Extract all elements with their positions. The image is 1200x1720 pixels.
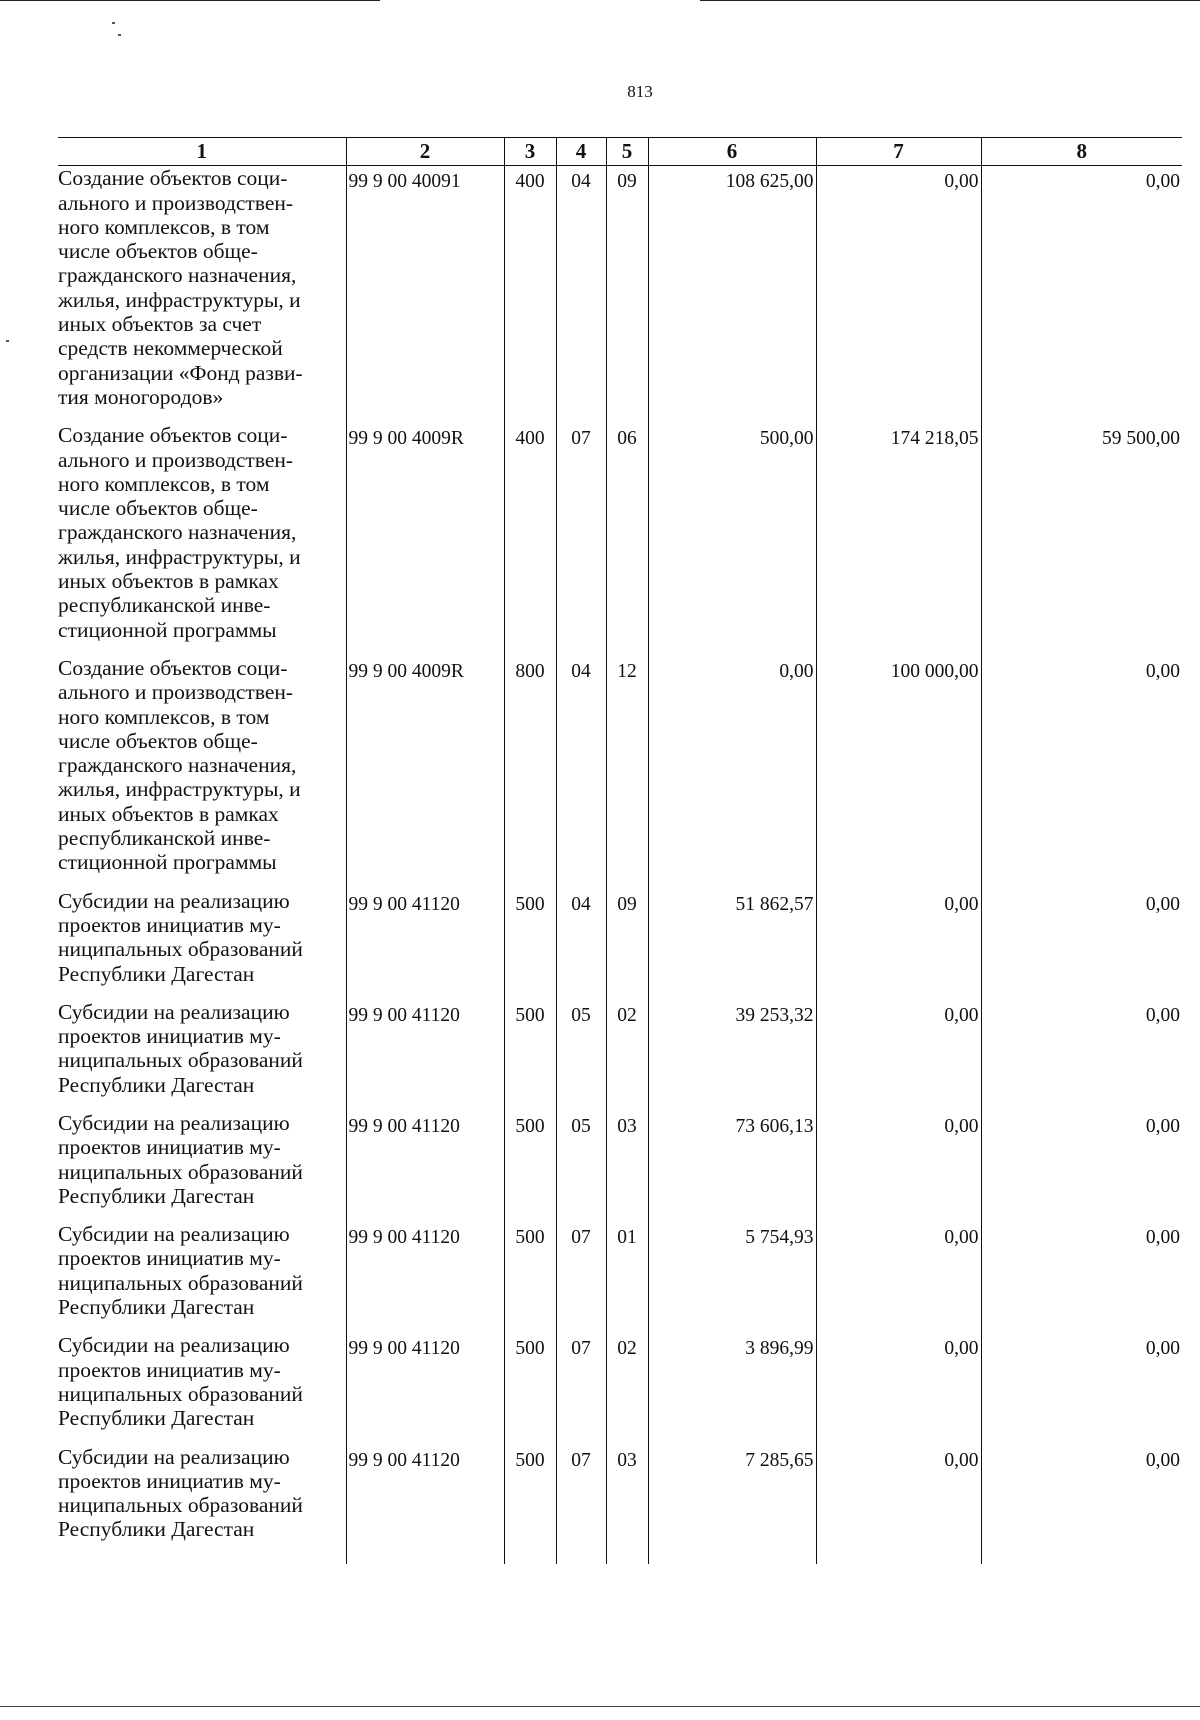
row-amount-col8: 59 500,00	[981, 423, 1182, 656]
table-filler-row	[58, 1556, 1182, 1564]
row-amount-col6: 5 754,93	[648, 1222, 816, 1333]
row-subsection: 01	[606, 1222, 648, 1333]
table-row	[58, 1445, 1182, 1556]
row-amount-col8: 0,00	[981, 889, 1182, 1000]
page-number: 813	[627, 82, 653, 101]
row-amount-col8: 0,00	[981, 1111, 1182, 1222]
row-amount-col8: 0,00	[981, 166, 1182, 423]
filler-cell	[556, 1556, 606, 1564]
filler-cell	[58, 1556, 346, 1564]
filler-cell	[606, 1556, 648, 1564]
description-line: Субсидии на реализацию	[58, 1444, 290, 1469]
row-target-code: 99 9 00 41120	[346, 1445, 504, 1556]
row-amount-col7: 0,00	[816, 1111, 981, 1222]
description-line: проектов инициатив му-	[58, 912, 281, 937]
description-line: Субсидии на реализацию	[58, 1110, 290, 1135]
description-line: Субсидии на реализацию	[58, 888, 290, 913]
description-line: тия моногородов»	[58, 384, 224, 409]
row-amount-col7: 100 000,00	[816, 656, 981, 889]
scan-edge-line	[0, 1706, 1200, 1707]
header-col-4: 4	[556, 138, 606, 166]
description-line: Республики Дагестан	[58, 1183, 255, 1208]
row-expense-type: 500	[504, 1000, 556, 1111]
description-line: гражданского назначения,	[58, 520, 297, 545]
row-amount-col6: 51 862,57	[648, 889, 816, 1000]
description-line: ниципальных образований	[58, 1270, 303, 1295]
description-line: Республики Дагестан	[58, 1295, 255, 1320]
filler-cell	[981, 1556, 1182, 1564]
row-amount-col7: 0,00	[816, 889, 981, 1000]
row-amount-col8: 0,00	[981, 1000, 1182, 1111]
table-row	[58, 1333, 1182, 1444]
row-description	[58, 889, 346, 1000]
row-target-code: 99 9 00 4009R	[346, 423, 504, 656]
row-expense-type: 400	[504, 166, 556, 423]
row-section: 05	[556, 1111, 606, 1222]
description-line: Субсидии на реализацию	[58, 1222, 290, 1247]
row-description	[58, 656, 346, 889]
row-amount-col7: 174 218,05	[816, 423, 981, 656]
row-amount-col6: 73 606,13	[648, 1111, 816, 1222]
row-amount-col7: 0,00	[816, 1445, 981, 1556]
row-amount-col6: 39 253,32	[648, 1000, 816, 1111]
row-target-code: 99 9 00 41120	[346, 1111, 504, 1222]
description-line: ного комплексов, в том	[58, 704, 270, 729]
table-row	[58, 1111, 1182, 1222]
description-line: ниципальных образований	[58, 1493, 303, 1518]
filler-cell	[346, 1556, 504, 1564]
row-section: 07	[556, 1333, 606, 1444]
description-line: проектов инициатив му-	[58, 1246, 281, 1271]
description-line: гражданского назначения,	[58, 263, 297, 288]
description-line: ниципальных образований	[58, 1048, 303, 1073]
row-amount-col7: 0,00	[816, 1222, 981, 1333]
description-line: Создание объектов соци-	[58, 166, 288, 191]
description-line: гражданского назначения,	[58, 753, 297, 778]
row-description	[58, 423, 346, 656]
description-line: ального и производствен-	[58, 447, 294, 472]
row-section: 07	[556, 1445, 606, 1556]
description-line: жилья, инфраструктуры, и	[58, 544, 301, 569]
row-expense-type: 500	[504, 1333, 556, 1444]
header-col-2: 2	[346, 138, 504, 166]
description-line: проектов инициатив му-	[58, 1135, 281, 1160]
table-row	[58, 889, 1182, 1000]
header-col-5: 5	[606, 138, 648, 166]
row-section: 04	[556, 166, 606, 423]
description-line: Республики Дагестан	[58, 961, 255, 986]
description-line: жилья, инфраструктуры, и	[58, 287, 301, 312]
description-line: Создание объектов соци-	[58, 655, 288, 680]
description-line: иных объектов в рамках	[58, 569, 279, 594]
header-col-6: 6	[648, 138, 816, 166]
row-subsection: 09	[606, 889, 648, 1000]
row-expense-type: 500	[504, 1111, 556, 1222]
row-target-code: 99 9 00 41120	[346, 889, 504, 1000]
row-amount-col6: 108 625,00	[648, 166, 816, 423]
description-line: числе объектов обще-	[58, 728, 258, 753]
row-expense-type: 500	[504, 1222, 556, 1333]
filler-cell	[648, 1556, 816, 1564]
row-description	[58, 1222, 346, 1333]
row-amount-col8: 0,00	[981, 1445, 1182, 1556]
row-amount-col6: 500,00	[648, 423, 816, 656]
table-row	[58, 1000, 1182, 1111]
row-target-code: 99 9 00 4009R	[346, 656, 504, 889]
description-line: числе объектов обще-	[58, 496, 258, 521]
scan-speck	[118, 34, 121, 36]
row-subsection: 03	[606, 1445, 648, 1556]
description-line: ального и производствен-	[58, 190, 294, 215]
row-target-code: 99 9 00 41120	[346, 1222, 504, 1333]
row-amount-col7: 0,00	[816, 166, 981, 423]
row-amount-col7: 0,00	[816, 1333, 981, 1444]
row-target-code: 99 9 00 40091	[346, 166, 504, 423]
row-description	[58, 1111, 346, 1222]
row-section: 04	[556, 889, 606, 1000]
row-subsection: 12	[606, 656, 648, 889]
description-line: ального и производствен-	[58, 680, 294, 705]
row-amount-col8: 0,00	[981, 1333, 1182, 1444]
filler-cell	[816, 1556, 981, 1564]
header-col-3: 3	[504, 138, 556, 166]
description-line: республиканской инве-	[58, 593, 271, 618]
row-amount-col6: 3 896,99	[648, 1333, 816, 1444]
description-line: Создание объектов соци-	[58, 423, 288, 448]
row-expense-type: 800	[504, 656, 556, 889]
description-line: республиканской инве-	[58, 826, 271, 851]
header-col-8: 8	[981, 138, 1182, 166]
description-line: ного комплексов, в том	[58, 471, 270, 496]
table-row	[58, 656, 1182, 889]
row-description	[58, 166, 346, 423]
scan-speck	[112, 22, 115, 24]
description-line: стиционной программы	[58, 850, 277, 875]
row-section: 04	[556, 656, 606, 889]
row-description	[58, 1000, 346, 1111]
row-amount-col6: 7 285,65	[648, 1445, 816, 1556]
row-target-code: 99 9 00 41120	[346, 1333, 504, 1444]
description-line: ниципальных образований	[58, 1159, 303, 1184]
table-row	[58, 166, 1182, 423]
description-line: Субсидии на реализацию	[58, 999, 290, 1024]
budget-table	[58, 137, 1182, 1564]
header-col-7: 7	[816, 138, 981, 166]
description-line: ниципальных образований	[58, 937, 303, 962]
row-target-code: 99 9 00 41120	[346, 1000, 504, 1111]
row-subsection: 02	[606, 1333, 648, 1444]
row-section: 05	[556, 1000, 606, 1111]
description-line: ниципальных образований	[58, 1381, 303, 1406]
description-line: Субсидии на реализацию	[58, 1333, 290, 1358]
description-line: иных объектов в рамках	[58, 801, 279, 826]
row-description	[58, 1333, 346, 1444]
row-expense-type: 400	[504, 423, 556, 656]
row-subsection: 06	[606, 423, 648, 656]
description-line: Республики Дагестан	[58, 1072, 255, 1097]
table-row	[58, 1222, 1182, 1333]
description-line: стиционной программы	[58, 617, 277, 642]
row-expense-type: 500	[504, 889, 556, 1000]
row-section: 07	[556, 1222, 606, 1333]
description-line: Республики Дагестан	[58, 1406, 255, 1431]
table-row	[58, 423, 1182, 656]
scan-edge-line	[700, 0, 1200, 1]
row-amount-col7: 0,00	[816, 1000, 981, 1111]
description-line: проектов инициатив му-	[58, 1024, 281, 1049]
description-line: Республики Дагестан	[58, 1517, 255, 1542]
row-description	[58, 1445, 346, 1556]
description-line: проектов инициатив му-	[58, 1468, 281, 1493]
row-expense-type: 500	[504, 1445, 556, 1556]
filler-cell	[504, 1556, 556, 1564]
row-amount-col8: 0,00	[981, 1222, 1182, 1333]
row-subsection: 09	[606, 166, 648, 423]
description-line: ного комплексов, в том	[58, 214, 270, 239]
description-line: организации «Фонд разви-	[58, 360, 303, 385]
scan-speck	[6, 340, 9, 342]
header-col-1: 1	[58, 138, 346, 166]
row-amount-col6: 0,00	[648, 656, 816, 889]
description-line: проектов инициатив му-	[58, 1357, 281, 1382]
scan-edge-line	[0, 0, 380, 1]
row-section: 07	[556, 423, 606, 656]
header-row	[58, 138, 1182, 166]
description-line: жилья, инфраструктуры, и	[58, 777, 301, 802]
row-subsection: 02	[606, 1000, 648, 1111]
description-line: числе объектов обще-	[58, 239, 258, 264]
row-amount-col8: 0,00	[981, 656, 1182, 889]
description-line: иных объектов за счет	[58, 312, 262, 337]
description-line: средств некоммерческой	[58, 336, 283, 361]
row-subsection: 03	[606, 1111, 648, 1222]
